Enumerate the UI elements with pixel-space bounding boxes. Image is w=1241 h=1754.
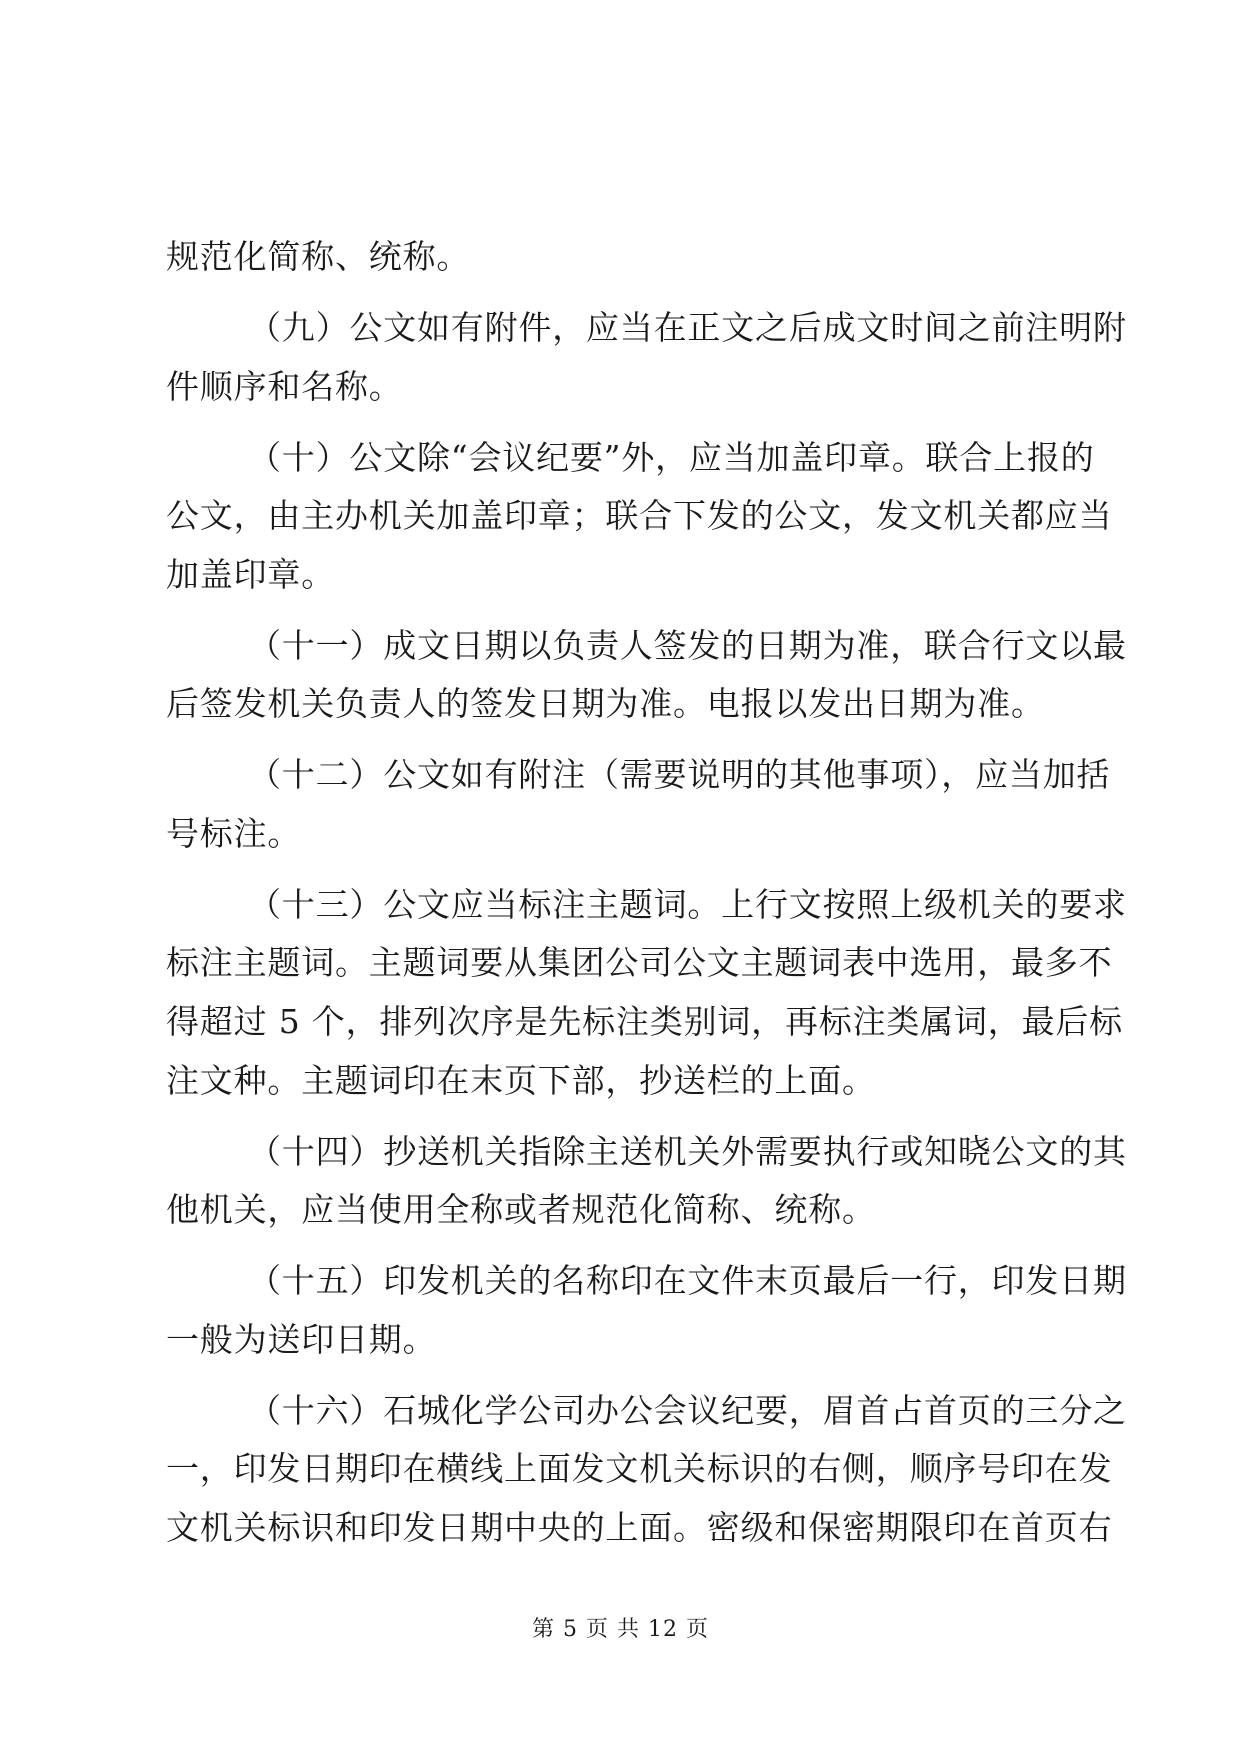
paragraph-line: 件顺序和名称。 [166, 366, 403, 406]
paragraph-line: （十四）抄送机关指除主送机关外需要执行或知晓公文的其 [248, 1131, 1127, 1171]
paragraph-line: 他机关，应当使用全称或者规范化简称、统称。 [166, 1190, 876, 1230]
paragraph-line: 规范化简称、统称。 [166, 237, 471, 276]
paragraph-line: 注文种。主题词印在末页下部，抄送栏的上面。 [166, 1060, 876, 1100]
document-body [166, 228, 1127, 1558]
paragraph-line: 文机关标识和印发日期中央的上面。密级和保密期限印在首页右 [166, 1508, 1113, 1547]
paragraph-line: 标注主题词。主题词要从集团公司公文主题词表中选用，最多不 [166, 943, 1113, 983]
paragraph-line: （十一）成文日期以负责人签发的日期为准，联合行文以最 [248, 625, 1127, 665]
paragraph-line: （十三）公文应当标注主题词。上行文按照上级机关的要求 [248, 884, 1127, 924]
paragraph-line: 得超过 5 个，排列次序是先标注类别词，再标注类属词，最后标 [166, 1002, 1123, 1042]
paragraph-line: （十五）印发机关的名称印在文件末页最后一行，印发日期 [248, 1261, 1127, 1301]
paragraph-line: 一般为送印日期。 [166, 1319, 437, 1359]
paragraph-line: （九）公文如有附件，应当在正文之后成文时间之前注明附 [248, 307, 1127, 347]
paragraph-line: 号标注。 [166, 813, 302, 853]
paragraph-line: 公文，由主办机关加盖印章；联合下发的公文，发文机关都应当 [166, 496, 1113, 536]
paragraph-line: （十）公文除“会议纪要”外，应当加盖印章。联合上报的 [248, 437, 1095, 477]
paragraph-line: 一，印发日期印在横线上面发文机关标识的右侧，顺序号印在发 [166, 1449, 1113, 1489]
paragraph-line: 加盖印章。 [166, 554, 335, 594]
paragraph-line: （十二）公文如有附注（需要说明的其他事项），应当加括 [248, 755, 1111, 795]
page-number-footer: 第 5 页 共 12 页 [532, 1617, 709, 1642]
paragraph-line: （十六）石城化学公司办公会议纪要，眉首占首页的三分之 [248, 1390, 1127, 1430]
paragraph-line: 后签发机关负责人的签发日期为准。电报以发出日期为准。 [166, 684, 1045, 724]
